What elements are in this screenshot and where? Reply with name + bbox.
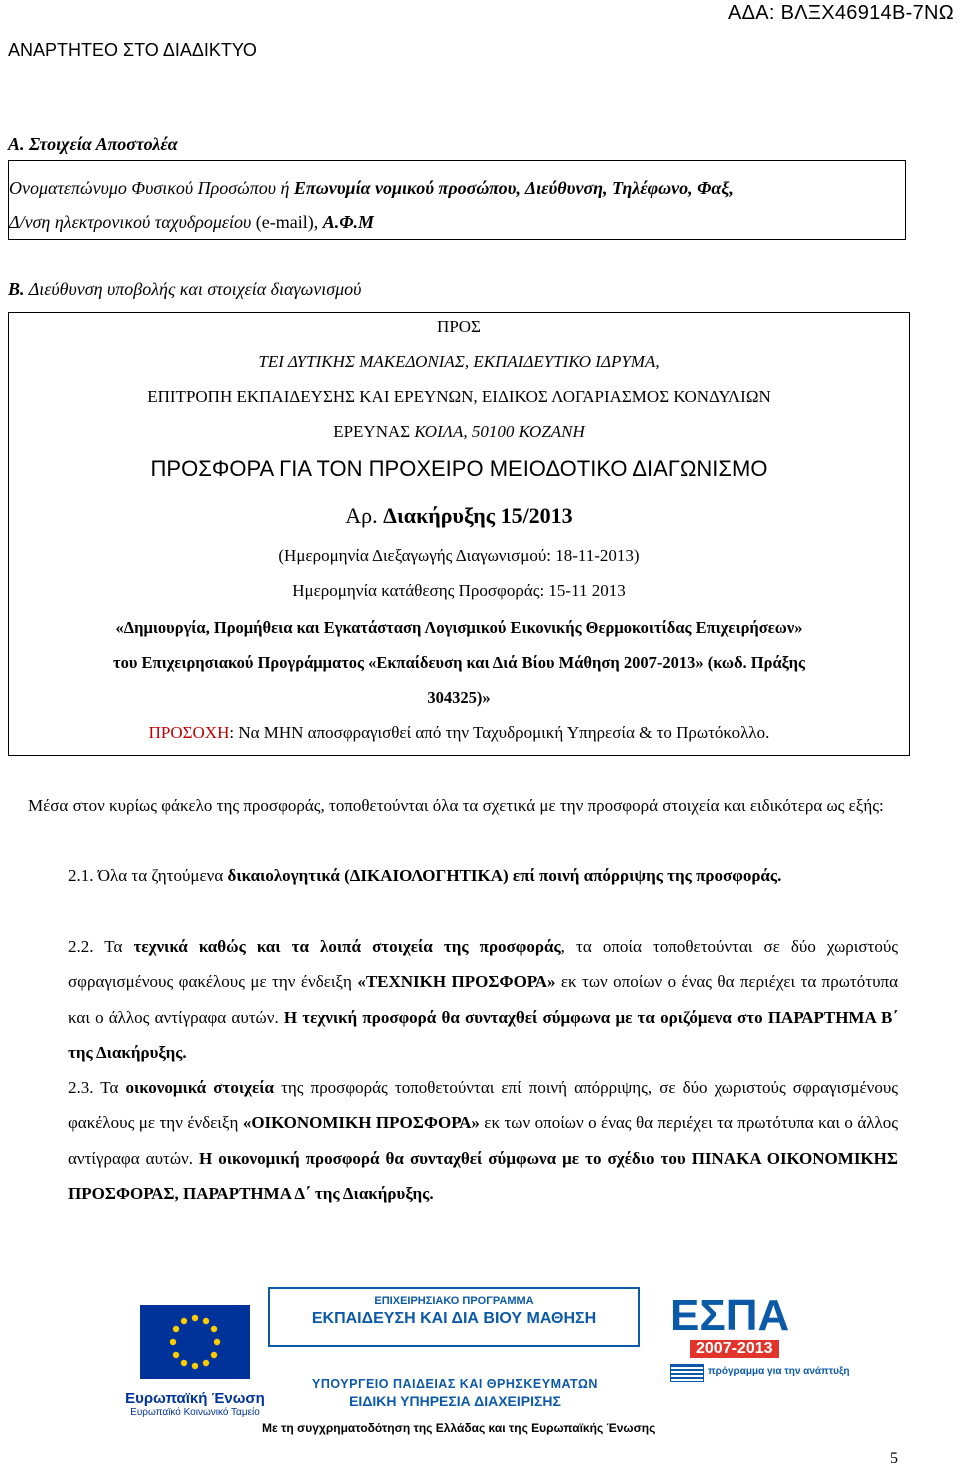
address-italic: ΚΟΙΛΑ, 50100 ΚΟΖΑΝΗ [414,422,585,441]
declaration-prefix: Αρ. [345,503,384,528]
item-2-3-number: 2.3. [68,1078,94,1097]
item-2-3-bold-b: οικονομικά στοιχεία [125,1078,274,1097]
espa-subtitle: πρόγραμμα για την ανάπτυξη [708,1366,850,1377]
item-2-2 [68,929,898,1070]
warning-label: ΠΡΟΣΟΧΗ [148,723,230,742]
item-2-2-bold-f: Η τεχνική προσφορά θα συνταχθεί σύμφωνα με τα οριζόμενα στο ΠΑΡΑΡΤΗΜΑ Β΄ της Διακήρυξης. [68,1007,899,1062]
ministry-block [275,1377,635,1409]
op-line-1: ΕΠΙΧΕΙΡΗΣΙΑΚΟ ΠΡΟΓΡΑΜΜΑ [374,1295,534,1307]
offer-heading: ΠΡΟΣΦΟΡΑ ΓΙΑ ΤΟΝ ΠΡΟΧΕΙΡΟ ΜΕΙΟΔΟΤΙΚΟ ΔΙΑΓΩΝΙΣΜΟ [150,456,768,481]
conduct-date: (Ημερομηνία Διεξαγωγής Διαγωνισμού: 18-11-2013) [278,546,640,565]
item-2-1-text: Όλα τα ζητούμενα [93,866,228,885]
item-2-3-text-c: της προσφοράς τοποθετούνται επί ποινή απόρριψης, σε δύο χωριστούς σφραγισμένους φακέλους με την ένδειξη [68,1078,898,1133]
cofinance-line: Με τη συγχρηματοδότηση της Ελλάδας και της Ευρωπαϊκής Ένωσης [262,1421,656,1435]
item-2-1 [68,858,898,893]
to-label: ΠΡΟΣ [437,317,481,336]
item-2-2-bold-b: τεχνικά καθώς και τα λοιπά στοιχεία της προσφοράς [133,937,561,956]
sender-line-1-bold: Επωνυμία νομικού προσώπου, Διεύθυνση, Τηλέφωνο, Φαξ, [293,178,734,198]
declaration-value: Διακήρυξης 15/2013 [383,503,573,528]
espa-title: ΕΣΠΑ [670,1291,790,1340]
section-a-title: Α. Στοιχεία Αποστολέα [8,134,178,154]
sender-line-2-plain: Δ/νση ηλεκτρονικού ταχυδρομείου [9,212,256,232]
sender-line-1-plain: Ονοματεπώνυμο Φυσικού Προσώπου ή [9,178,294,198]
intro-paragraph: Μέσα στον κυρίως φάκελο της προσφοράς, τοποθετούνται όλα τα σχετικά με την προσφορά στοιχεία και ειδικότερα ως εξής: [28,796,884,815]
section-b-text: Διεύθυνση υποβολής και στοιχεία διαγωνισμού [24,279,362,299]
item-2-1-bold: δικαιολογητικά (ΔΙΚΑΙΟΛΟΓΗΤΙΚΑ) επί ποινή απόρριψης της προσφοράς. [227,866,782,885]
sender-line-1 [9,171,893,205]
warning-line [9,723,909,743]
item-2-3-text-a: Τα [93,1078,126,1097]
eu-flag-icon [140,1305,250,1379]
sender-line-2-email: (e-mail), [255,212,323,232]
ministry-line: ΥΠΟΥΡΓΕΙΟ ΠΑΙΔΕΙΑΣ ΚΑΙ ΘΡΗΣΚΕΥΜΑΤΩΝ [312,1377,598,1391]
warning-text: : Να ΜΗΝ αποσφραγισθεί από την Ταχυδρομική Υπηρεσία & το Πρωτόκολλο. [229,723,770,742]
section-b-number: Β. [8,279,25,299]
espa-years: 2007-2013 [690,1340,779,1358]
project-line-2: του Επιχειρησιακού Προγράμματος «Εκπαίδευση και Διά Βίου Μάθηση 2007-2013» (κωδ. Πράξης [112,653,805,672]
sender-line-2-afm: Α.Φ.Μ [322,212,374,232]
greek-flag-icon [670,1364,704,1382]
managing-authority-line: ΕΙΔΙΚΗ ΥΠΗΡΕΣΙΑ ΔΙΑΧΕΙΡΙΣΗΣ [349,1393,561,1409]
item-2-1-number: 2.1. [68,866,94,885]
sender-line-2 [9,205,893,239]
item-2-2-text-e: εκ των οποίων ο ένας θα περιέχει τα πρωτότυπα και ο άλλος αντίγραφα αυτών. [68,972,898,1027]
sender-details-box [8,160,906,240]
item-2-2-text-c: , τα οποία τοποθετούνται σε δύο χωριστούς σφραγισμένους φακέλους με την ένδειξη [68,937,898,992]
eu-label [110,1390,280,1418]
espa-logo [670,1291,850,1387]
address-line [9,422,909,442]
submission-address-box [8,312,910,756]
page-number: 5 [890,1450,898,1467]
posted-online-label: ΑΝΑΡΤΗΤΕΟ ΣΤΟ ΔΙΑΔΙΚΤΥΟ [8,40,257,60]
committee-line: ΕΠΙΤΡΟΠΗ ΕΚΠΑΙΔΕΥΣΗΣ ΚΑΙ ΕΡΕΥΝΩΝ, ΕΙΔΙΚΟΣ ΛΟΓΑΡΙΑΣΜΟΣ ΚΟΝΔΥΛΙΩΝ [147,387,771,406]
item-2-3 [68,1070,898,1211]
project-line-3: 304325)» [427,688,491,707]
operational-programme-logo [268,1287,640,1347]
item-2-3-text-e: εκ των οποίων ο ένας θα περιέχει τα πρωτότυπα και ο άλλος αντίγραφα αυτών. [68,1113,898,1168]
declaration-number [9,503,909,529]
section-b-title [8,279,361,300]
op-line-2: ΕΚΠΑΙΔΕΥΣΗ ΚΑΙ ΔΙΑ ΒΙΟΥ ΜΑΘΗΣΗ [311,1310,597,1327]
item-2-2-bold-d: «ΤΕΧΝΙΚΗ ΠΡΟΣΦΟΡΑ» [357,972,556,992]
item-2-3-bold-d: «ΟΙΚΟΝΟΜΙΚΗ ΠΡΟΣΦΟΡΑ» [242,1113,480,1133]
submission-date: Ημερομηνία κατάθεσης Προσφοράς: 15-11 2013 [292,581,626,600]
institution-line: ΤΕΙ ΔΥΤΙΚΗΣ ΜΑΚΕΔΟΝΙΑΣ, ΕΚΠΑΙΔΕΥΤΙΚΟ ΙΔΡΥΜΑ, [258,352,660,371]
item-2-2-text-a: Τα [93,937,134,956]
address-plain: ΕΡΕΥΝΑΣ [333,422,415,441]
item-2-2-number: 2.2. [68,937,94,956]
ada-code: ΑΔΑ: ΒΛΞΧ46914Β-7ΝΩ [727,2,954,24]
eu-label-line-1: Ευρωπαϊκή Ένωση [125,1390,265,1407]
item-2-3-bold-f: Η οικονομική προσφορά θα συνταχθεί σύμφωνα με το σχέδιο του ΠΙΝΑΚΑ ΟΙΚΟΝΟΜΙΚΗΣ ΠΡΟΣΦΟΡΑΣ, ΠΑΡΑΡΤΗΜΑ Δ΄ της Διακήρυξης. [68,1148,898,1203]
eu-label-line-2: Ευρωπαϊκό Κοινωνικό Ταμείο [130,1407,260,1418]
project-line-1: «Δημιουργία, Προμήθεια και Εγκατάσταση Λογισμικού Εικονικής Θερμοκοιτίδας Επιχειρήσεων» [115,618,803,637]
